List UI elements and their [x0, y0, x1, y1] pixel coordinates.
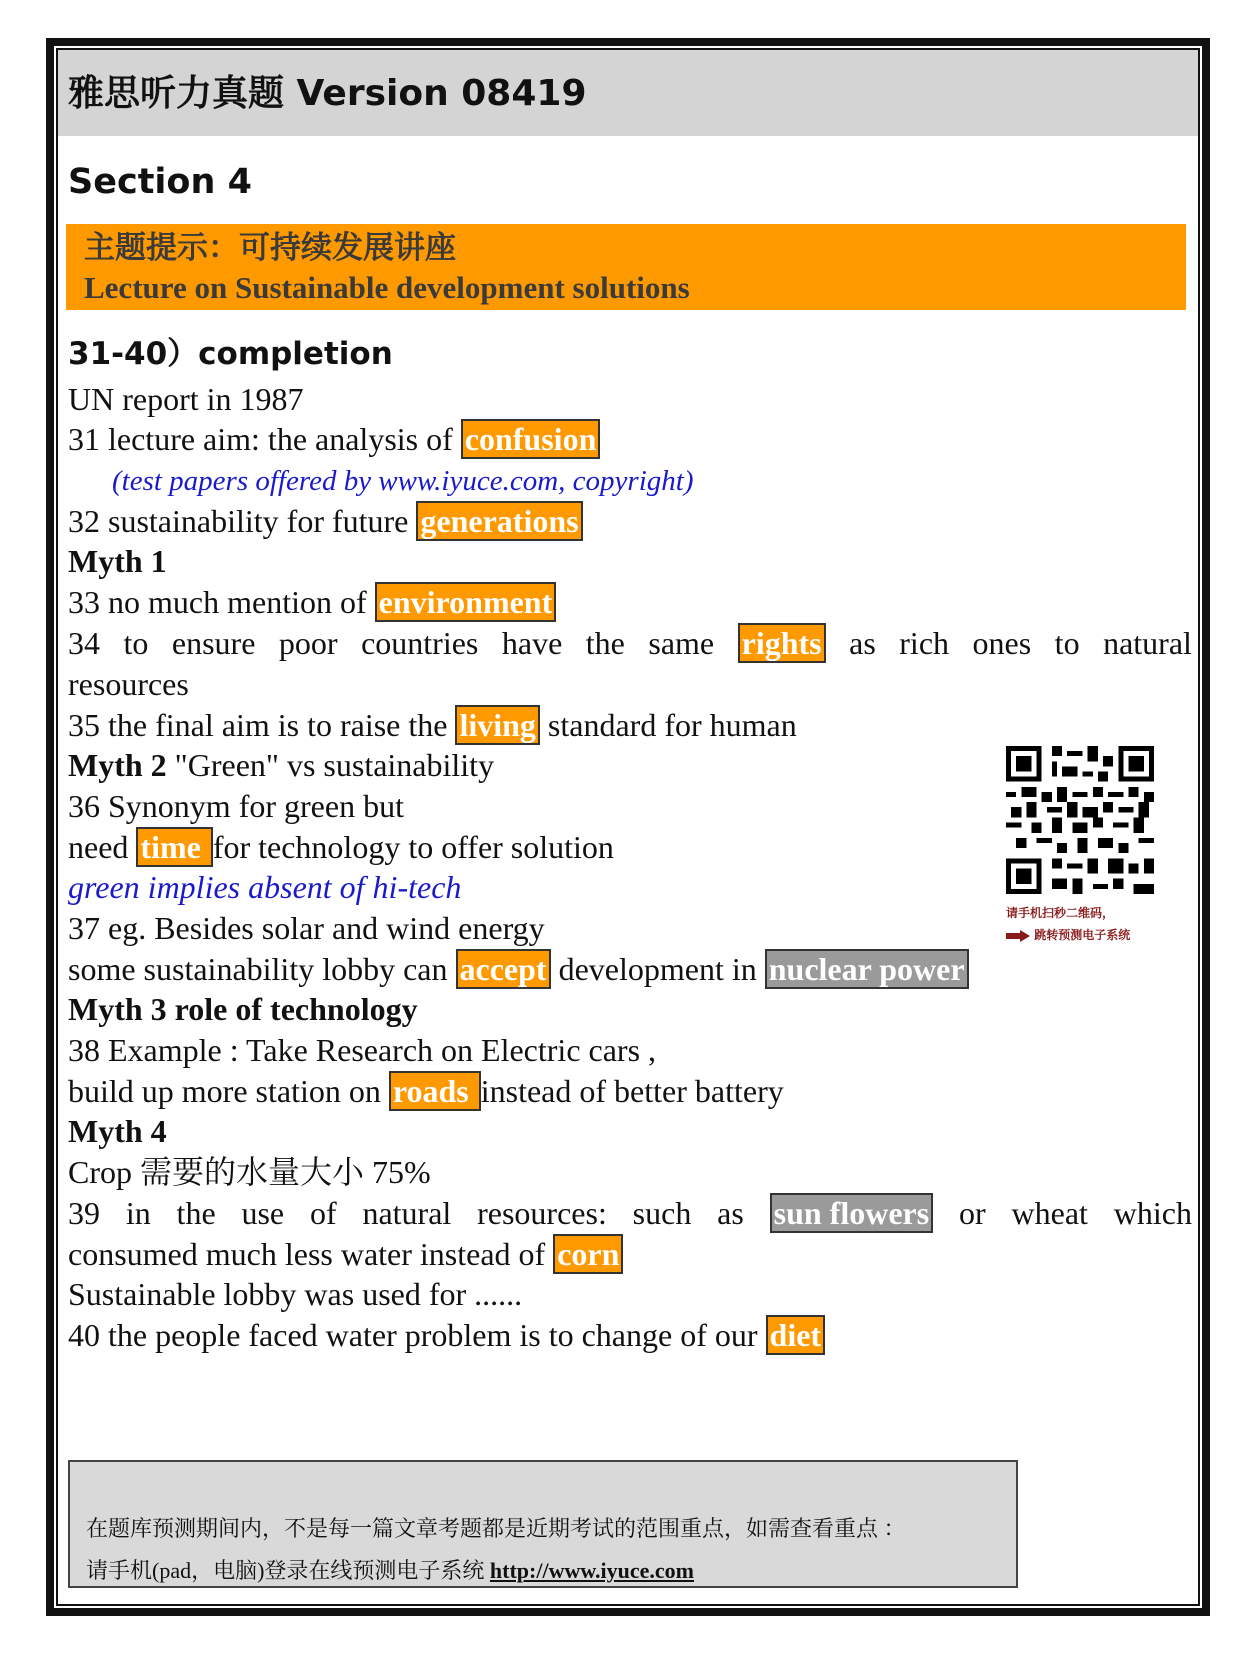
- qr-code-icon[interactable]: [1006, 746, 1154, 894]
- question-36: 36 Synonym for green but: [68, 788, 404, 824]
- footer-box: [68, 1460, 1018, 1588]
- answer-37: accept: [456, 949, 551, 989]
- answer-39: corn: [553, 1234, 623, 1274]
- question-39-answer-line: consumed much less water instead of corn: [68, 1233, 1192, 1275]
- footer-line-2: 请手机(pad，电脑)登录在线预测电子系统 http://www.iyuce.com: [86, 1558, 695, 1583]
- question-32: 32 sustainability for future generations: [68, 500, 1192, 542]
- blue-note: green implies absent of hi-tech: [68, 869, 462, 905]
- question-31: 31 lecture aim: the analysis of confusion: [68, 418, 1192, 460]
- website-link[interactable]: http://www.iyuce.com: [489, 1558, 695, 1583]
- page-title: 雅思听力真题 Version 08419: [68, 73, 587, 114]
- question-range-heading: 31-40）completion: [68, 336, 393, 372]
- myth-4-heading: Myth 4: [68, 1113, 167, 1149]
- qr-caption-1: 请手机扫秒二维码，: [1006, 906, 1115, 920]
- myth-3-heading: Myth 3 role of technology: [68, 991, 418, 1027]
- text-line: UN report in 1987: [68, 381, 304, 417]
- footer-line-1: 在题库预测期间内，不是每一篇文章考题都是近期考试的范围重点，如需查看重点 ：: [86, 1516, 906, 1541]
- question-36-answer-line: need time for technology to offer solution: [68, 829, 614, 865]
- question-34-continuation: resources: [68, 666, 189, 702]
- answer-36: time: [136, 827, 212, 867]
- answer-40: diet: [766, 1315, 826, 1355]
- arrow-right-icon: [1006, 933, 1020, 939]
- answer-39-grey: sun flowers: [770, 1193, 934, 1233]
- answer-34: rights: [738, 623, 826, 663]
- answer-32: generations: [416, 501, 582, 541]
- topic-en: Lecture on Sustainable development solutions: [84, 270, 690, 305]
- answer-33: environment: [375, 582, 557, 622]
- answer-37-grey: nuclear power: [765, 949, 969, 989]
- copyright-note: (test papers offered by www.iyuce.com, copyright): [112, 465, 694, 497]
- question-34: 34 to ensure poor countries have the same rights as rich ones to natural: [68, 625, 1192, 661]
- myth-2-heading: Myth 2 "Green" vs sustainability: [68, 747, 495, 783]
- question-33: 33 no much mention of environment: [68, 581, 1192, 623]
- question-37-answer-line: some sustainability lobby can accept development in nuclear power: [68, 948, 1192, 990]
- question-38-answer-line: build up more station on roads instead of better battery: [68, 1073, 784, 1109]
- question-40: 40 the people faced water problem is to change of our diet: [68, 1314, 1192, 1356]
- myth-1-heading: Myth 1: [68, 543, 167, 579]
- question-37: 37 eg. Besides solar and wind energy: [68, 910, 545, 946]
- question-38: 38 Example : Take Research on Electric cars ,: [68, 1032, 657, 1068]
- crop-line: Crop 需要的水量大小 75%: [68, 1154, 431, 1190]
- section-heading: Section 4: [68, 162, 252, 202]
- answer-38: roads: [389, 1071, 481, 1111]
- question-35: 35 the final aim is to raise the living standard for human: [68, 707, 797, 743]
- topic-zh: 主题提示：可持续发展讲座: [84, 230, 456, 265]
- lobby-line: Sustainable lobby was used for ......: [68, 1276, 523, 1312]
- question-39: 39 in the use of natural resources: such as sun flowers or wheat which: [68, 1195, 1192, 1231]
- topic-box: [66, 224, 1186, 310]
- qr-caption-2: 跳转预测电子系统: [1006, 926, 1130, 943]
- answer-31: confusion: [461, 419, 601, 459]
- answer-35: living: [455, 705, 539, 745]
